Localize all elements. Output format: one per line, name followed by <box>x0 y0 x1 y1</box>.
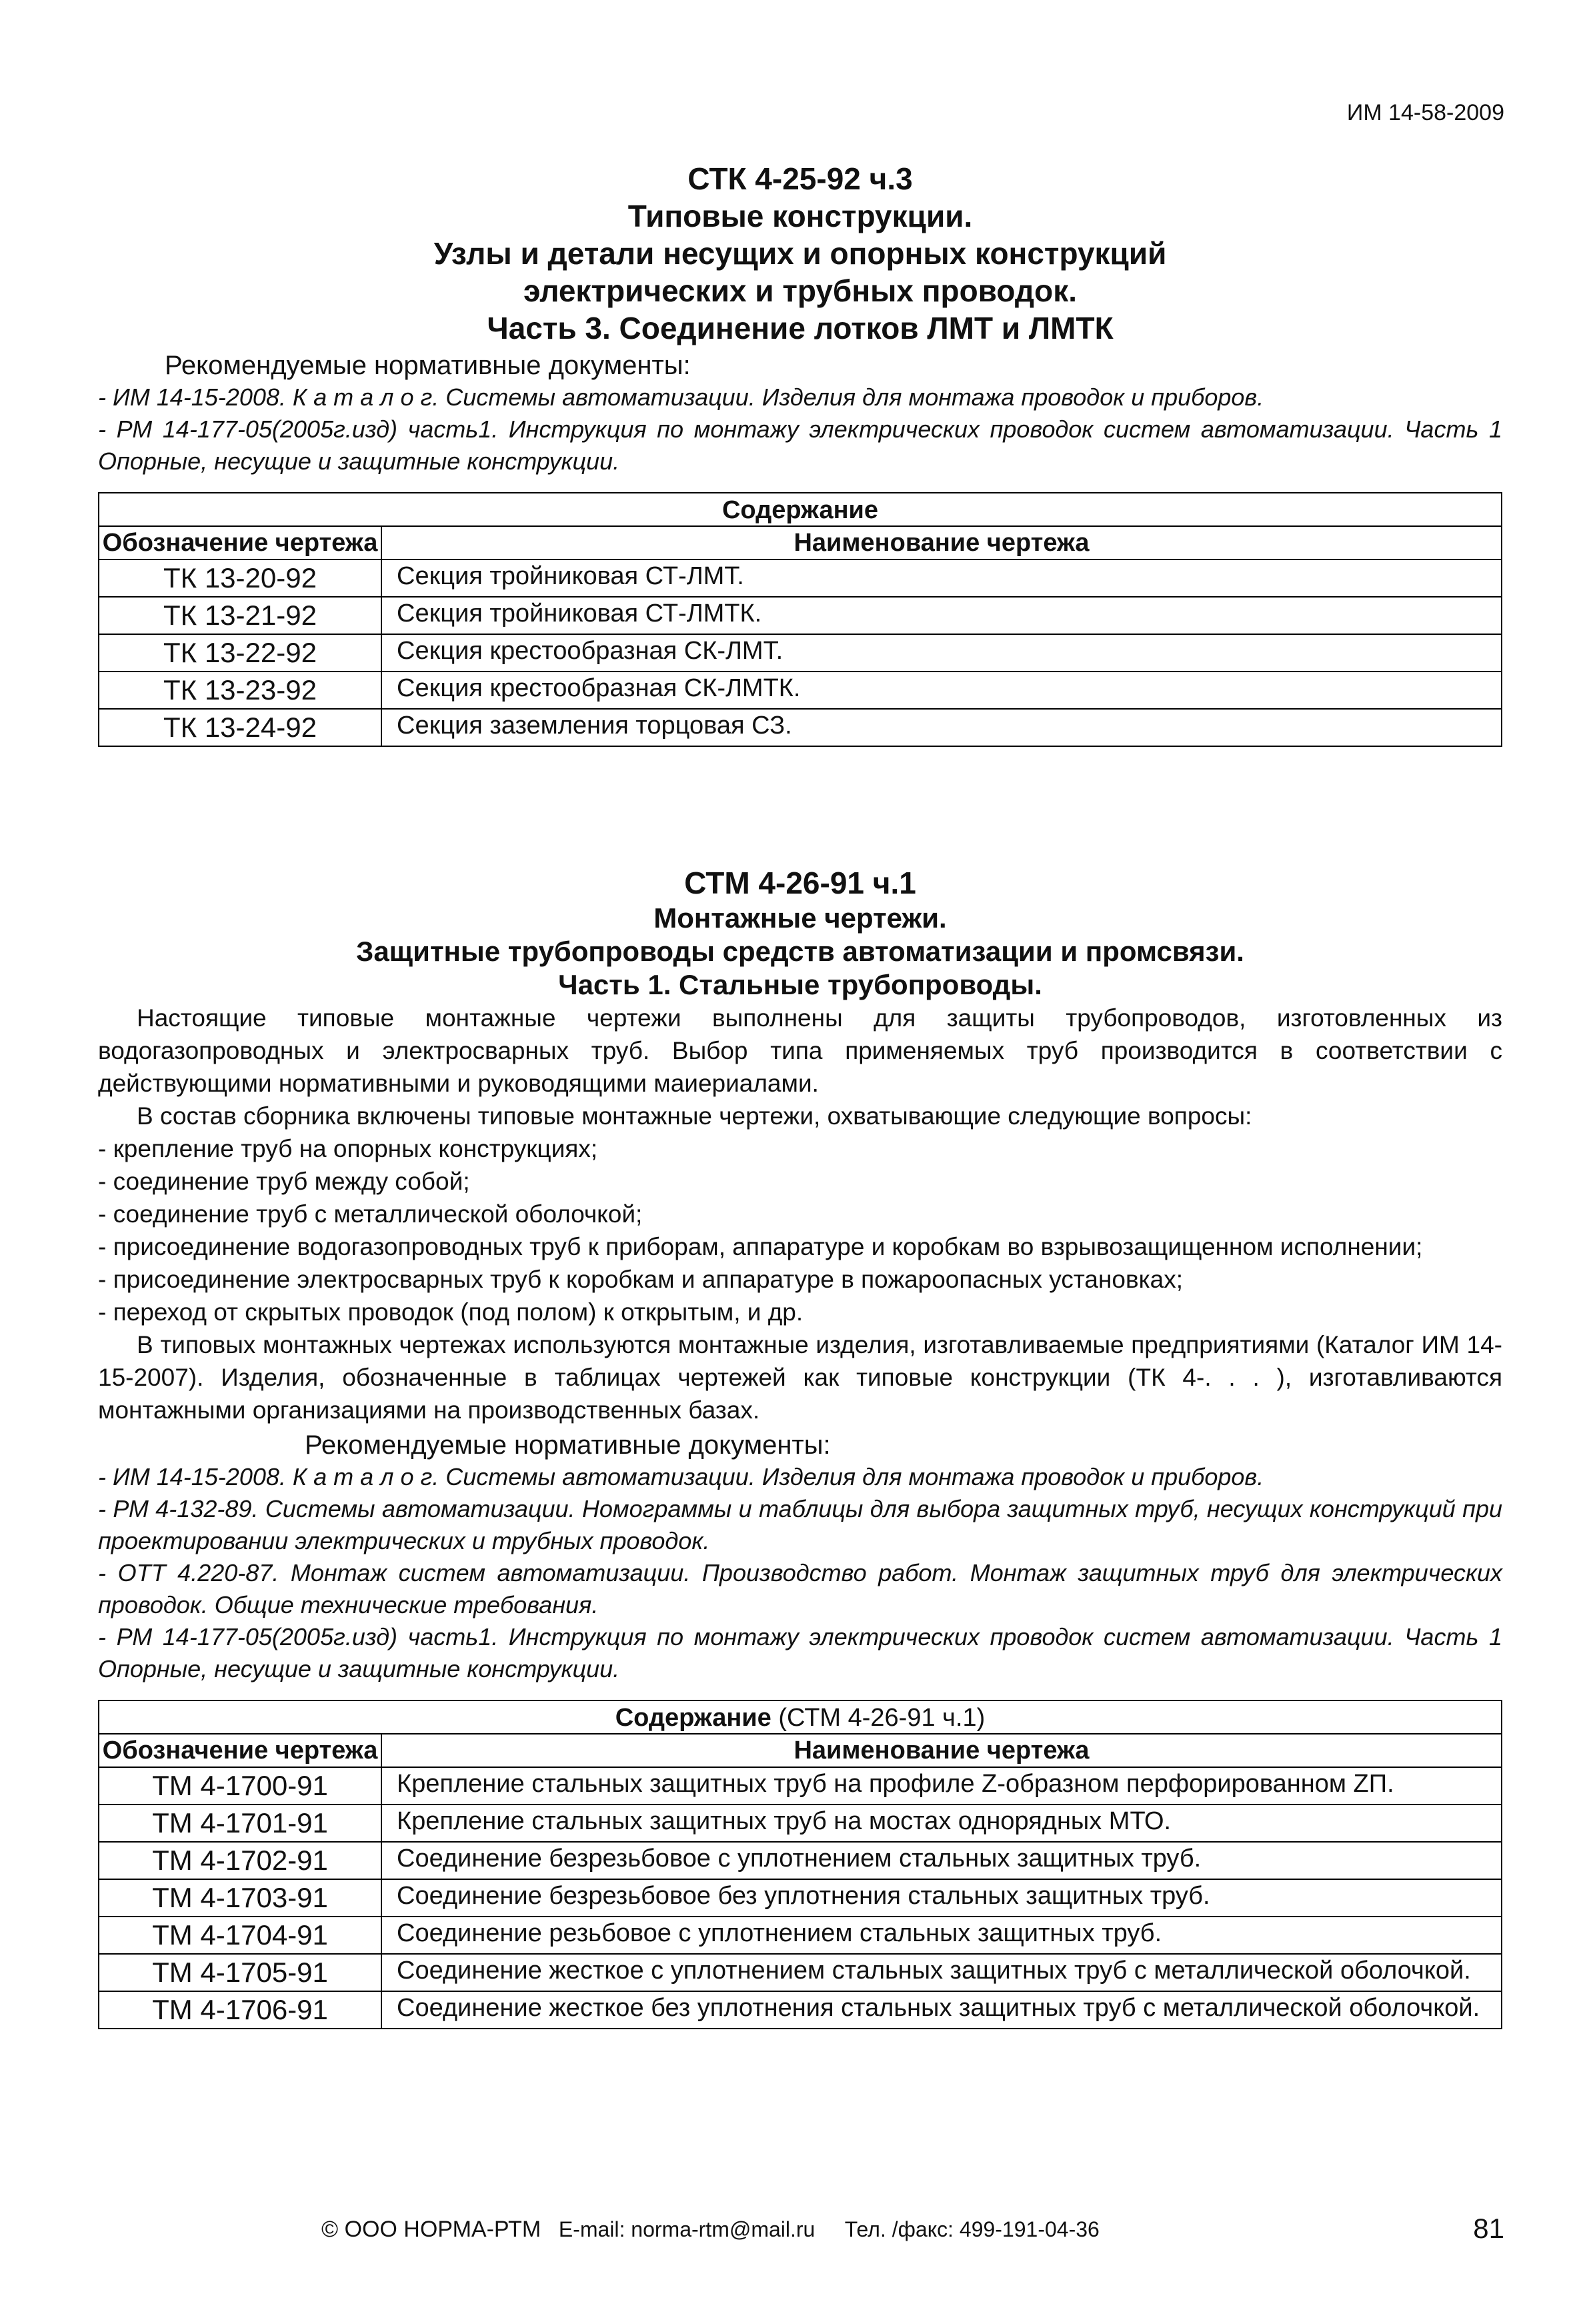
drawing-name: Секция тройниковая СТ-ЛМТК. <box>381 597 1502 634</box>
list-intro: В состав сборника включены типовые монтажные чертежи, охватывающие следующие вопросы: <box>137 1102 1252 1130</box>
column-header-name: Наименование чертежа <box>381 526 1502 559</box>
recommended-doc: - РМ 14-177-05(2005г.изд) часть1. Инструкция по монтажу электрических проводок систем автоматизации. Часть 1 Опорные, несущие и защитные конструкции. <box>98 415 1502 475</box>
title-line: СТК 4-25-92 ч.3 <box>687 161 913 196</box>
title-line: Узлы и детали несущих и опорных конструкций <box>433 236 1167 271</box>
drawing-code: ТМ 4-1702-91 <box>99 1842 381 1879</box>
table-row <box>99 1805 1502 1842</box>
drawing-code: ТК 13-20-92 <box>99 559 381 597</box>
drawing-code: ТК 13-22-92 <box>99 634 381 672</box>
drawing-name: Соединение жесткое с уплотнением стальных защитных труб с металлической оболочкой. <box>381 1954 1502 1991</box>
table-row <box>99 1954 1502 1991</box>
table-caption: Содержание <box>99 493 1502 526</box>
recommended-doc: - РМ 14-177-05(2005г.изд) часть1. Инструкция по монтажу электрических проводок систем автоматизации. Часть 1 Опорные, несущие и защитные конструкции. <box>98 1623 1502 1682</box>
table-row <box>99 597 1502 634</box>
table-row <box>99 1842 1502 1879</box>
recommended-doc: - ОТТ 4.220-87. Монтаж систем автоматизации. Производство работ. Монтаж защитных труб для электрических проводок. Общие технические требования. <box>98 1559 1502 1618</box>
recommended-doc: - РМ 4-132-89. Системы автоматизации. Номограммы и таблицы для выбора защитных труб, несущих конструкций при проектировании электрических и трубных проводок. <box>98 1495 1502 1554</box>
products-note: В типовых монтажных чертежах используются монтажные изделия, изготавливаемые предприятиями (Каталог ИМ 14-15-2007). Изделия, обозначенные в таблицах чертежей как типовые конструкции (ТК 4-. . . ), изготавливаются монтажными организациями на производственных базах. <box>98 1331 1502 1424</box>
table-row <box>99 1917 1502 1954</box>
drawing-code: ТМ 4-1705-91 <box>99 1954 381 1991</box>
contents-table <box>98 1700 1502 2029</box>
table-row <box>99 634 1502 672</box>
table-row <box>99 672 1502 709</box>
section-stk-4-25-92 <box>98 160 1502 747</box>
drawing-name: Секция тройниковая СТ-ЛМТ. <box>381 559 1502 597</box>
list-item: - крепление труб на опорных конструкциях; <box>98 1135 598 1162</box>
drawing-code: ТК 13-23-92 <box>99 672 381 709</box>
recommended-docs-heading: Рекомендуемые нормативные документы: <box>165 351 691 380</box>
table-caption-cell <box>99 1700 1502 1734</box>
list-item: - присоединение водогазопроводных труб к приборам, аппаратуре и коробкам во взрывозащищенном исполнении; <box>98 1233 1423 1260</box>
recommended-doc: - ИМ 14-15-2008. К а т а л о г. Системы автоматизации. Изделия для монтажа проводок и приборов. <box>98 383 1264 411</box>
table-caption: Содержание <box>615 1704 771 1732</box>
recommended-docs-heading: Рекомендуемые нормативные документы: <box>305 1430 831 1460</box>
title-line: Часть 3. Соединение лотков ЛМТ и ЛМТК <box>487 311 1114 345</box>
footer-phone: Тел. /факс: 499-191-04-36 <box>844 2217 1100 2241</box>
page-footer <box>321 2217 1100 2243</box>
table-row <box>99 709 1502 746</box>
list-item: - соединение труб с металлической оболочкой; <box>98 1200 643 1228</box>
title-line: Защитные трубопроводы средств автоматизации и промсвязи. <box>356 936 1244 967</box>
drawing-code: ТМ 4-1703-91 <box>99 1879 381 1917</box>
drawing-code: ТМ 4-1704-91 <box>99 1917 381 1954</box>
section-stm-4-26-91 <box>98 864 1502 2029</box>
page-number: 81 <box>1473 2213 1504 2244</box>
drawing-name: Соединение безрезьбовое с уплотнением стальных защитных труб. <box>381 1842 1502 1879</box>
drawing-name: Секция заземления торцовая СЗ. <box>381 709 1502 746</box>
column-header-code: Обозначение чертежа <box>99 526 381 559</box>
drawing-name: Соединение резьбовое с уплотнением стальных защитных труб. <box>381 1917 1502 1954</box>
table-row <box>99 1767 1502 1805</box>
title-line: Монтажные чертежи. <box>653 902 947 934</box>
drawing-name: Секция крестообразная СК-ЛМТ. <box>381 634 1502 672</box>
list-item: - присоединение электросварных труб к коробкам и аппаратуре в пожароопасных установках; <box>98 1266 1184 1293</box>
drawing-name: Соединение безрезьбовое без уплотнения стальных защитных труб. <box>381 1879 1502 1917</box>
contents-table <box>98 492 1502 747</box>
drawing-code: ТМ 4-1701-91 <box>99 1805 381 1842</box>
title-line: Типовые конструкции. <box>627 199 973 233</box>
title-line: СТМ 4-26-91 ч.1 <box>684 866 916 900</box>
drawing-code: ТМ 4-1700-91 <box>99 1767 381 1805</box>
intro-paragraph: Настоящие типовые монтажные чертежи выполнены для защиты трубопроводов, изготовленных из водогазопроводных и электросварных труб. Выбор типа применяемых труб производится в соответствии с действующими нормативными и руководящими маиериалами. <box>98 1004 1502 1097</box>
table-row <box>99 1879 1502 1917</box>
recommended-doc: - ИМ 14-15-2008. К а т а л о г. Системы автоматизации. Изделия для монтажа проводок и приборов. <box>98 1463 1264 1490</box>
title-line: Часть 1. Стальные трубопроводы. <box>558 969 1042 1000</box>
section1-title <box>98 160 1502 347</box>
table-row <box>99 559 1502 597</box>
document-id: ИМ 14-58-2009 <box>1346 100 1504 125</box>
table-caption-sub: (СТМ 4-26-91 ч.1) <box>778 1704 986 1732</box>
drawing-code: ТК 13-21-92 <box>99 597 381 634</box>
drawing-code: ТМ 4-1706-91 <box>99 1991 381 2029</box>
column-header-code: Обозначение чертежа <box>99 1734 381 1767</box>
drawing-name: Секция крестообразная СК-ЛМТК. <box>381 672 1502 709</box>
section2-title <box>98 864 1502 1002</box>
table-row <box>99 1991 1502 2029</box>
drawing-code: ТК 13-24-92 <box>99 709 381 746</box>
column-header-name: Наименование чертежа <box>381 1734 1502 1767</box>
drawing-name: Крепление стальных защитных труб на профиле Z-образном перфорированном ZП. <box>381 1767 1502 1805</box>
footer-email: E-mail: norma-rtm@mail.ru <box>558 2217 816 2241</box>
drawing-name: Соединение жесткое без уплотнения стальных защитных труб с металлической оболочкой. <box>381 1991 1502 2029</box>
title-line: электрических и трубных проводок. <box>523 273 1078 308</box>
copyright: © ООО НОРМА-РТМ <box>321 2217 541 2242</box>
list-item: - переход от скрытых проводок (под полом) к открытым, и др. <box>98 1298 804 1326</box>
drawing-name: Крепление стальных защитных труб на мостах однорядных МТО. <box>381 1805 1502 1842</box>
list-item: - соединение труб между собой; <box>98 1168 470 1195</box>
